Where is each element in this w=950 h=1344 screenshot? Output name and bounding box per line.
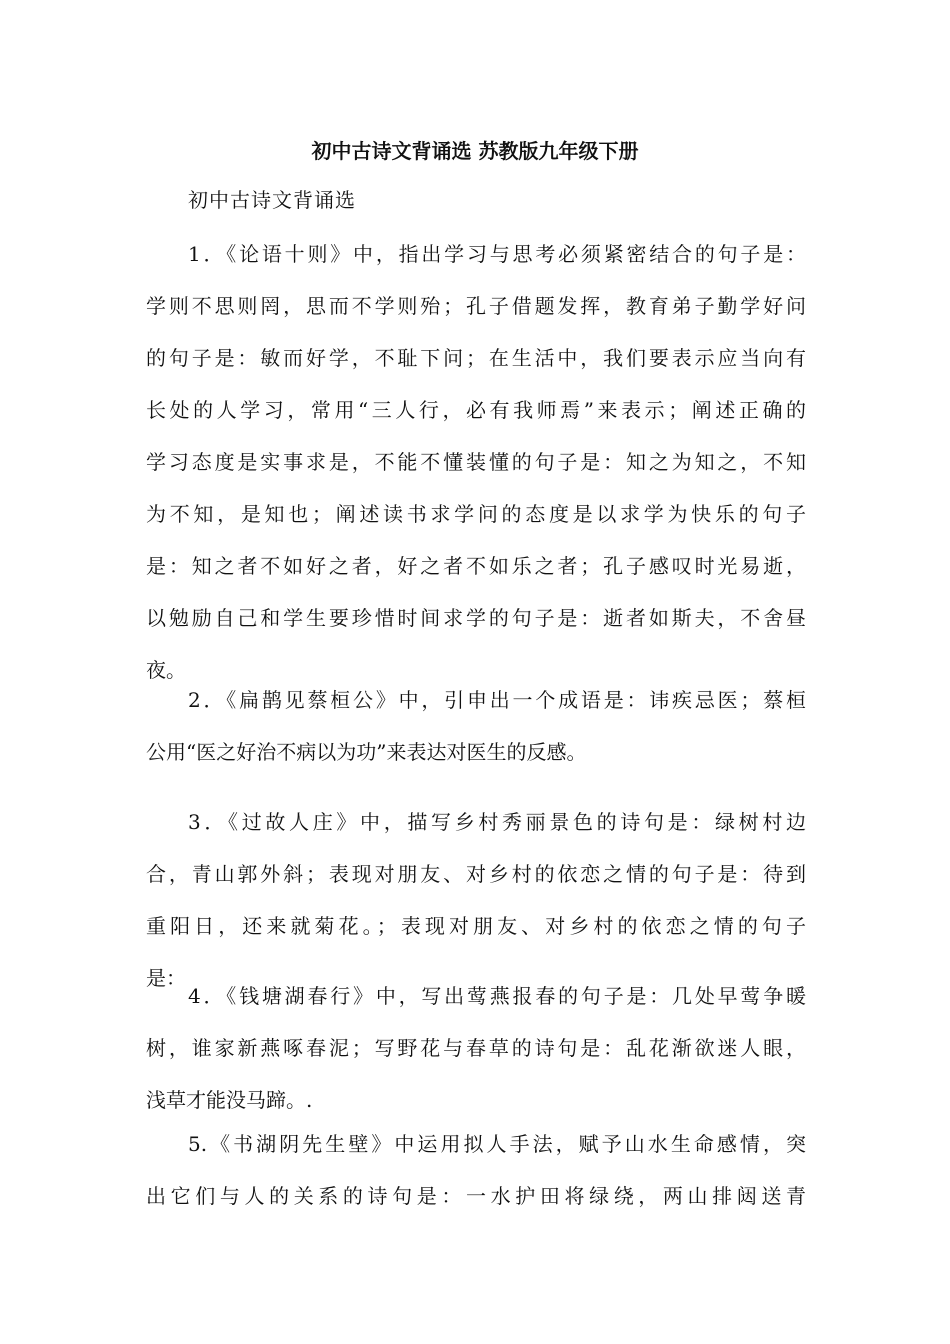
paragraph-line: 重阳日，还来就菊花。；表现对朋友、对乡村的依恋之情的句子 (146, 914, 806, 938)
paragraph-line: 树，谁家新燕啄春泥；写野花与春草的诗句是：乱花渐欲迷人眼， (146, 1036, 806, 1060)
paragraph-line: 是：知之者不如好之者，好之者不如乐之者；孔子感叹时光易逝， (146, 554, 806, 578)
paragraph-line: 浅草才能没马蹄。. (146, 1088, 313, 1112)
document-title: 初中古诗文背诵选 苏教版九年级下册 (311, 139, 639, 163)
paragraph-line: 5.《书湖阴先生壁》中运用拟人手法，赋予山水生命感情，突 (188, 1132, 806, 1156)
paragraph-line: 公用“医之好治不病以为功”来表达对医生的反感。 (146, 740, 587, 764)
paragraph-line: 以勉励自己和学生要珍惜时间求学的句子是：逝者如斯夫，不舍昼 (146, 606, 806, 630)
paragraph-line: 夜。 (146, 658, 186, 682)
paragraph-line: 学则不思则罔，思而不学则殆；孔子借题发挥，教育弟子勤学好问 (146, 294, 806, 318)
paragraph-line: 4．《钱塘湖春行》中，写出莺燕报春的句子是：几处早莺争暖 (188, 984, 806, 1008)
paragraph-line: 学习态度是实事求是，不能不懂装懂的句子是：知之为知之，不知 (146, 450, 806, 474)
paragraph-2 (146, 674, 806, 778)
paragraph-line: 是： (146, 966, 186, 990)
paragraph-line: 出它们与人的关系的诗句是：一水护田将绿绕，两山排闼送青 (146, 1184, 806, 1208)
paragraph-line: 3．《过故人庄》中，描写乡村秀丽景色的诗句是：绿树村边 (188, 810, 806, 834)
paragraph-5 (146, 1118, 806, 1222)
paragraph-line: 1．《论语十则》中，指出学习与思考必须紧密结合的句子是： (188, 242, 806, 266)
paragraph-line: 合，青山郭外斜；表现对朋友、对乡村的依恋之情的句子是：待到 (146, 862, 806, 886)
paragraph-line: 2．《扁鹊见蔡桓公》中，引申出一个成语是：讳疾忌医；蔡桓 (188, 688, 806, 712)
document-subtitle: 初中古诗文背诵选 (188, 188, 356, 212)
paragraph-4 (146, 970, 806, 1126)
paragraph-1 (146, 228, 806, 696)
paragraph-line: 为不知，是知也；阐述读书求学问的态度是以求学为快乐的句子 (146, 502, 806, 526)
paragraph-line: 长处的人学习，常用“三人行，必有我师焉”来表示；阐述正确的 (146, 398, 806, 422)
paragraph-line: 的句子是：敏而好学，不耻下问；在生活中，我们要表示应当向有 (146, 346, 806, 370)
